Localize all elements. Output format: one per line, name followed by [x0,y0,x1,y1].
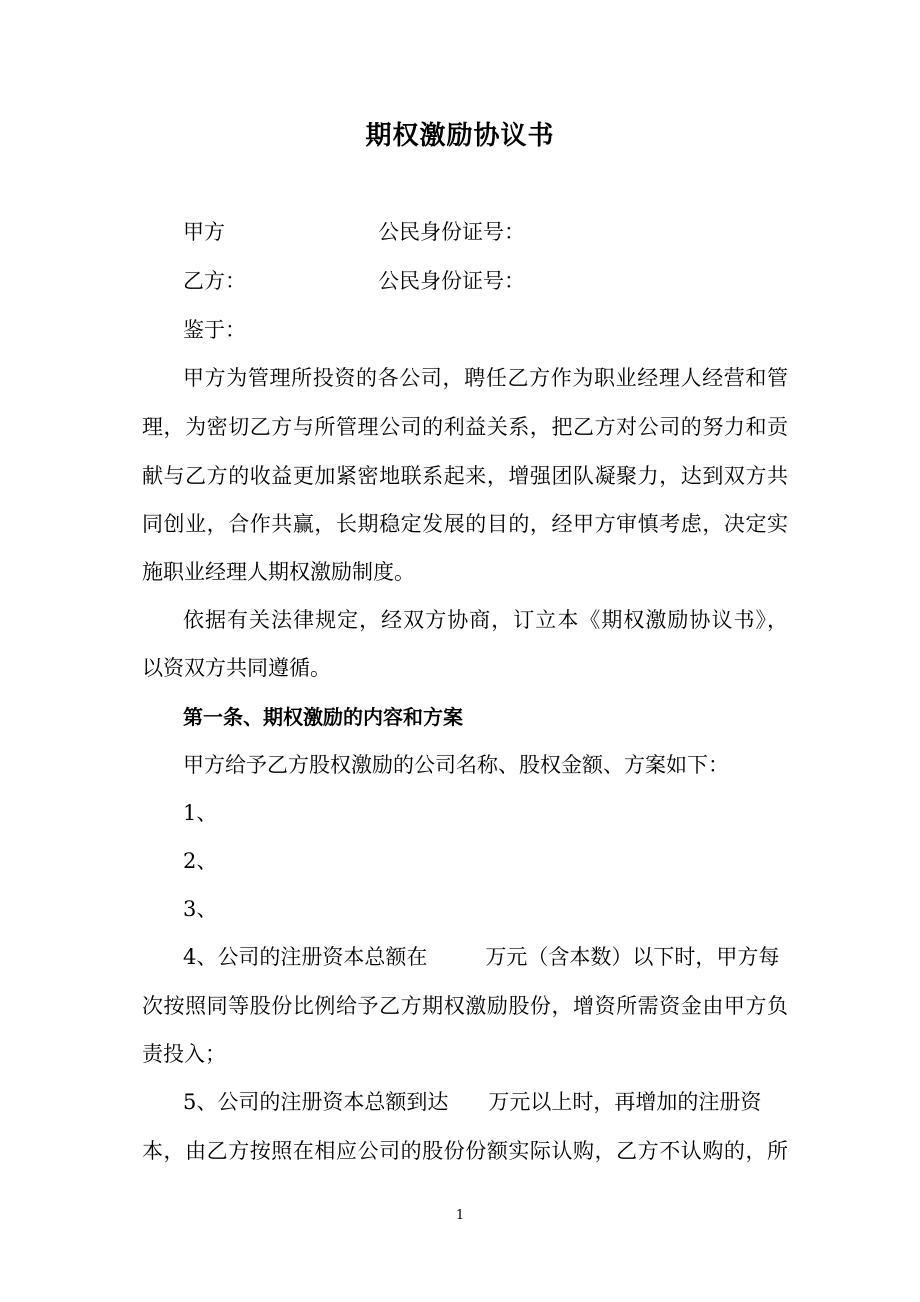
party-b-label: 乙方： [183,269,246,293]
paragraph-line: 依据有关法律规定，经双方协商，订立本《期权激励协议书》， [183,608,788,632]
paragraph-line: 次按照同等股份比例给予乙方期权激励股份，增资所需资金由甲方负 [142,994,788,1018]
list-item: 1、 [183,801,218,825]
article-1-heading: 第一条、期权激励的内容和方案 [183,705,463,729]
article-1-intro: 甲方给予乙方股权激励的公司名称、股权金额、方案如下： [183,753,729,777]
party-a-id-label: 公民身份证号： [378,220,525,244]
list-item [183,1087,761,1117]
page-number: 1 [455,1208,465,1223]
paragraph-line: 理，为密切乙方与所管理公司的利益关系，把乙方对公司的努力和贡 [142,415,788,439]
list-item: 2、 [183,849,218,873]
paragraph-line: 本，由乙方按照在相应公司的股份份额实际认购，乙方不认购的，所 [142,1139,788,1163]
item-5-text-start: 5、公司的注册资本总额到达 [183,1090,449,1114]
list-item [183,942,779,972]
paragraph-line: 施职业经理人期权激励制度。 [142,560,415,584]
paragraph-line: 献与乙方的收益更加紧密地联系起来，增强团队凝聚力，达到双方共 [142,464,788,488]
document-title: 期权激励协议书 [365,121,555,151]
paragraph-line: 同创业，合作共赢，长期稳定发展的目的，经甲方审慎考虑，决定实 [142,512,788,536]
paragraph-line: 以资双方共同遵循。 [142,656,331,680]
list-item: 3、 [183,897,218,921]
party-b-id-label: 公民身份证号： [378,269,525,293]
paragraph-line: 甲方为管理所投资的各公司，聘任乙方作为职业经理人经营和管 [183,366,788,390]
whereas-label: 鉴于： [183,318,246,342]
item-5-text-end: 万元以上时，再增加的注册资 [488,1090,762,1114]
party-a-label: 甲方 [183,220,225,244]
paragraph-line: 责投入； [142,1042,226,1066]
item-4-text-start: 4、公司的注册资本总额在 [183,945,428,969]
item-4-text-end: 万元（含本数）以下时，甲方每 [485,945,780,969]
